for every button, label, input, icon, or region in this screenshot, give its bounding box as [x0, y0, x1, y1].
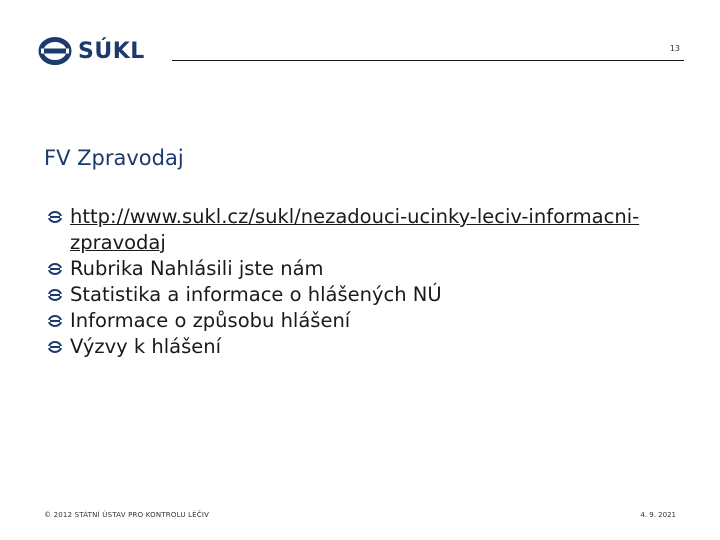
bullet-icon	[47, 314, 63, 328]
header-divider	[172, 60, 684, 61]
bullet-icon	[47, 262, 63, 276]
bullet-item	[44, 256, 684, 282]
bullet-icon	[47, 288, 63, 302]
logo-text: SÚKL	[78, 38, 145, 64]
bullet-text: Statistika a informace o hlášených NÚ	[70, 283, 442, 306]
bullet-icon	[47, 210, 63, 224]
bullet-item	[44, 334, 684, 360]
sukl-logo-icon	[38, 36, 72, 66]
sukl-logo	[38, 34, 145, 68]
bullet-item	[44, 282, 684, 308]
bullet-text: Výzvy k hlášení	[70, 335, 222, 358]
footer-copyright: © 2012 STÁTNÍ ÚSTAV PRO KONTROLU LÉČIV	[44, 511, 210, 519]
bullet-icon	[47, 340, 63, 354]
bullet-item-link	[44, 204, 684, 256]
footer-date: 4. 9. 2021	[640, 511, 676, 519]
bullet-list	[44, 204, 684, 360]
sukl-zpravodaj-link[interactable]: http://www.sukl.cz/sukl/nezadouci-ucinky-leciv-informacni-zpravodaj	[70, 205, 640, 254]
bullet-item	[44, 308, 684, 334]
bullet-text: Rubrika Nahlásili jste nám	[70, 257, 324, 280]
bullet-text: Informace o způsobu hlášení	[70, 309, 351, 332]
slide-title: FV Zpravodaj	[44, 146, 184, 170]
page-number: 13	[669, 44, 680, 53]
